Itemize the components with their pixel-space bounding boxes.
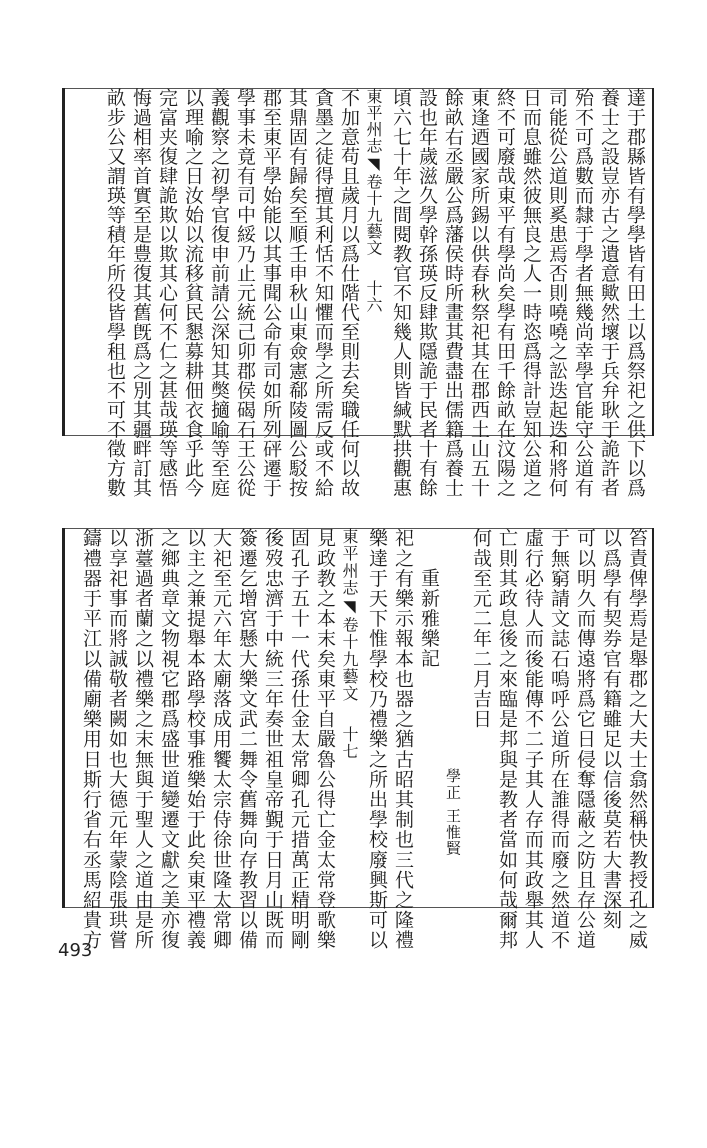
text-column: 于無窮請文誌石嗚呼公道所在誰得而廢之然道不 xyxy=(548,528,570,951)
text-column: 浙薹過者蘭之以禮樂之末無與于聖人之道由是所 xyxy=(132,528,154,951)
text-column: 餘畝右丞嚴公爲藩侯時所畫其費盡出儒籍爲養士 xyxy=(442,88,464,498)
page-header-column xyxy=(341,528,357,908)
text-column: 樂達于天下惟學校乃禮樂之所出學校廢興斯可以 xyxy=(366,528,388,951)
text-column: 見政教之本末矣東平自嚴魯公得亡金太常登歌樂 xyxy=(314,528,336,951)
text-column: 設也年歲滋久學幹孫瑛反肆欺隱詭于民者十有餘 xyxy=(416,88,438,498)
text-column: 畝步公又謂瑛等積年所役皆學租也不可不徵方數 xyxy=(104,88,126,498)
text-column: 鑄禮器于平江以備廟樂用日斯行省右丞馬紹貴方 xyxy=(80,528,102,951)
folio-number: 十七 xyxy=(340,726,359,761)
text-column: 簽遷乞增宮懸大樂文武二舞令舊舞向存教習以備 xyxy=(236,528,258,951)
section-label: 藝文 xyxy=(364,223,383,256)
text-column: 以理喻之日汝始以流移貧民懇募耕佃衣食乎此今 xyxy=(182,88,204,498)
fish-tail-icon: ◥ xyxy=(364,154,383,174)
essay-title: 重新雅樂記 xyxy=(418,568,440,669)
upper-book-page xyxy=(62,88,654,498)
text-column: 殆不可爲數而隸于學者無幾尚幸學官能守公道有 xyxy=(572,88,594,498)
section-label: 藝文 xyxy=(340,667,359,703)
fish-tail-icon: ◥ xyxy=(340,596,359,617)
text-column: 以享祀事而將誠敬者闕如也大德元年蒙陰張珙嘗 xyxy=(106,528,128,951)
text-column: 以爲學有契券官有籍雖足以信後莫若大書深刻 xyxy=(600,528,622,930)
text-column: 虛行必待人而後能傳不二子其人存而其政舉其人 xyxy=(522,528,544,951)
volume-label: 卷十九 xyxy=(340,616,359,668)
text-column: 頃六七十年之間閱教官不知幾人則皆緘默拱觀惠 xyxy=(390,88,412,498)
author-column xyxy=(445,528,460,1148)
text-column: 其鼎固有歸矣至順壬申秋山東僉憲郗陵圖公駁按 xyxy=(286,88,308,498)
text-column: 固孔子五十一代孫仕金太常卿孔元措萬正精明剛 xyxy=(288,528,310,951)
author-title: 學正 xyxy=(444,768,462,801)
book-title: 東平州志 xyxy=(364,88,383,154)
text-column: 義觀察之初學官復申前請公深知其獘擿喻等至庭 xyxy=(208,88,230,498)
page-number: 493 xyxy=(58,940,93,961)
text-column: 之鄉典章文物視它郡爲盛世道變遷文獻之美亦復 xyxy=(158,528,180,951)
text-column: 以主之兼提舉本路學校事雅樂始于此矣東平禮義 xyxy=(184,528,206,951)
text-column: 貪墨之徒得擅其利恬不知懼而學之所需反或不給 xyxy=(312,88,334,498)
volume-label: 卷十九 xyxy=(364,173,383,223)
text-column: 終不可廢哉東平有學尚矣學有田千餘畝在汶陽之 xyxy=(494,88,516,498)
date-column: 何哉至元二年二月吉日 xyxy=(470,528,492,729)
text-column: 司能從公道則奚患焉否則嘵嘵之訟迭起迭和將何 xyxy=(546,88,568,498)
text-column: 日而息雖然彼無良之人一時恣爲得計豈知公道之 xyxy=(520,88,542,498)
text-column: 大祀至元六年太廟落成用饗太宗侍徐世隆太常卿 xyxy=(210,528,232,951)
text-column: 可以明久而傳遠將爲它日侵奪隱蔽之防且存公道 xyxy=(574,528,596,951)
text-column: 亡則其政息後之來臨是邦與是教者當如何哉爾邦 xyxy=(496,528,518,951)
text-column: 笞責俾學焉是舉郡之大夫士翕然稱快教授孔之威 xyxy=(626,528,648,951)
book-title: 東平州志 xyxy=(340,528,359,597)
text-column: 養士之設豈亦古之遺意歟然壞于兵弁耿于詭許者 xyxy=(598,88,620,498)
text-column: 學事未竟有司中綏乃止元統己卯郡侯碣石王公從 xyxy=(234,88,256,498)
text-column: 悔過相率首實至是豊復其舊旣爲之別其疆畔訂其 xyxy=(130,88,152,498)
page-header-column xyxy=(365,88,381,436)
folio-number: 十六 xyxy=(364,280,383,313)
text-column: 不加意苟且歲月以爲仕階代至則去矣職任何以故 xyxy=(338,88,360,498)
author-name: 王惟賢 xyxy=(444,808,462,857)
text-column: 達于郡縣皆有學學皆有田土以爲祭祀之供下以爲 xyxy=(624,88,646,498)
text-column: 東逢迺國家所錫以供春秋祭祀其在郡西土山五十 xyxy=(468,88,490,498)
text-column: 後歿忠濟于中統三年奏世祖皇帝覲于日月山既而 xyxy=(262,528,284,951)
text-column: 祀之有樂示報本也器之猶古昭其制也三代之隆禮 xyxy=(392,528,414,951)
text-column: 完富夹復肆詭欺以欺其心何不仁之甚哉瑛等感悟 xyxy=(156,88,178,498)
text-column: 郡至東平學始能以其事聞公命有司如所列砰遷于 xyxy=(260,88,282,498)
lower-book-page xyxy=(62,528,654,951)
